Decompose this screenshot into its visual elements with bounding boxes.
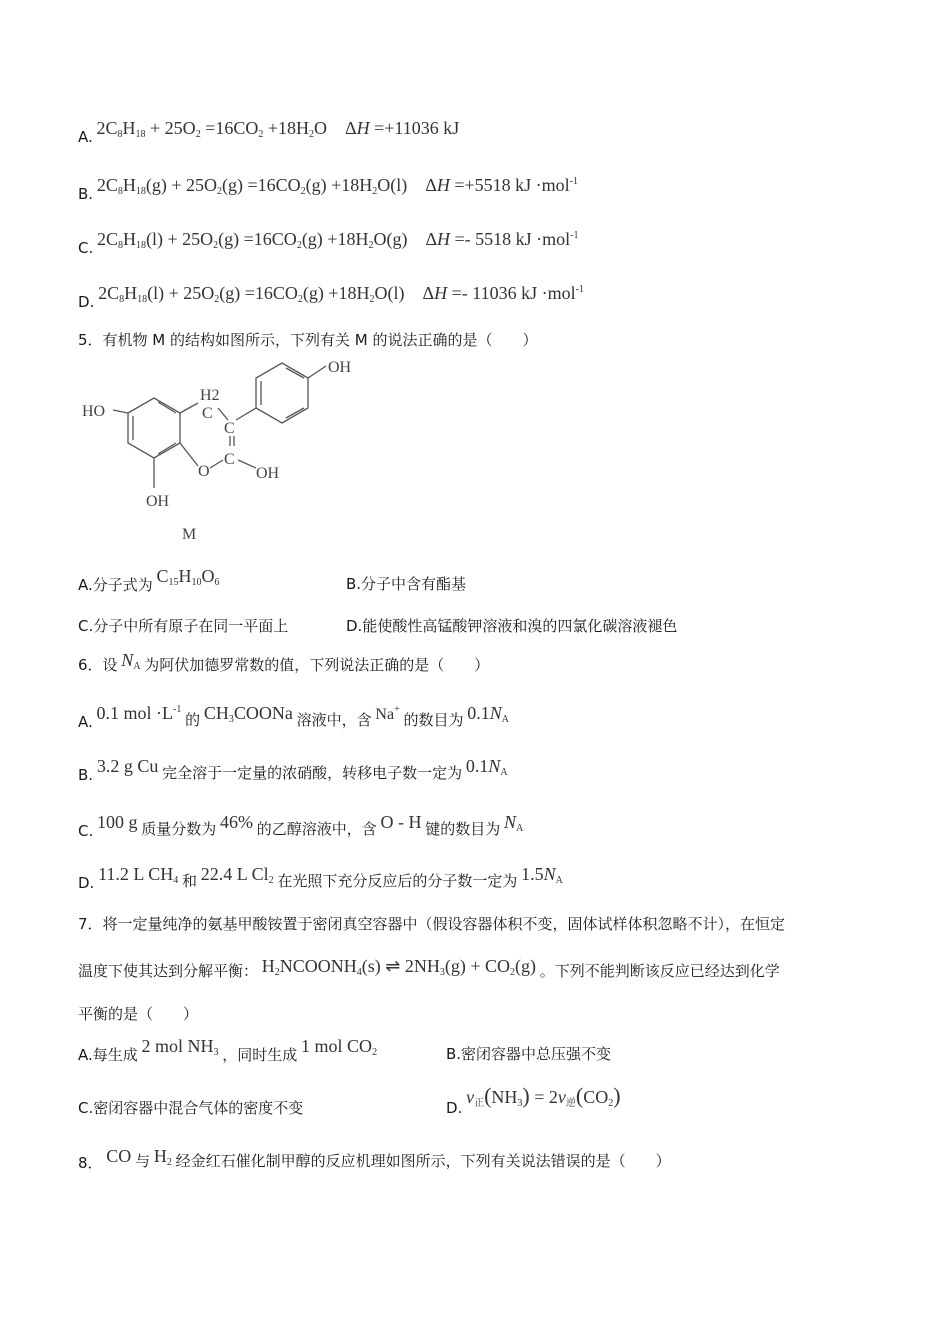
formula-ammonia: 2 mol $NH_3$ <box>141 1036 219 1058</box>
option-label: C. <box>78 239 94 257</box>
benzene-ring-right <box>256 363 308 423</box>
stem-text: 与 <box>135 1152 151 1170</box>
q5-option-a <box>78 566 220 593</box>
option-text: 质量分数为 <box>141 820 217 838</box>
q6-option-b <box>78 756 508 783</box>
formula-sodium-ion: Na+ <box>375 704 400 723</box>
q7-option-b: B.密闭容器中总压强不变 <box>446 1045 612 1063</box>
q7-option-d <box>446 1083 621 1117</box>
q8-stem <box>78 1146 671 1173</box>
option-label: D. <box>78 293 95 311</box>
option-text: 和 <box>182 872 198 890</box>
q7-option-c: C.密闭容器中混合气体的密度不变 <box>78 1099 304 1117</box>
formula-co2: 1 mol $CO_2$ <box>301 1036 378 1058</box>
benzene-ring-left <box>128 398 180 458</box>
thermo-equation: $2C_8H_{18}(g) + 25O_2(g) =16CO_2(g) +18H_2O(l)$ ΔH =+5518 kJ ·mol$^{-1}$ <box>96 175 578 197</box>
option-label: D. <box>78 874 95 892</box>
option-text: 的 <box>185 711 201 729</box>
decomposition-reaction: $H_2NCOONH_4(s)$ ⇌ $2NH_3(g) + CO_2(g)$ <box>261 956 537 978</box>
formula-sodium-acetate: $CH_3COONa$ <box>203 703 293 725</box>
q6-option-c <box>78 812 523 839</box>
q5-option-c: C.分子中所有原子在同一平面上 <box>78 617 289 635</box>
formula-count: $0.1N_A$ <box>465 756 508 778</box>
formula-bond: O - H <box>380 812 422 832</box>
q4-option-c <box>78 226 579 256</box>
option-text: 键的数目为 <box>425 820 501 838</box>
q5-option-b: B.分子中含有酯基 <box>346 575 467 593</box>
option-label: A. <box>78 128 93 146</box>
formula-co: CO <box>106 1146 132 1166</box>
molecular-formula: $C_{15}H_{10}O_6$ <box>156 566 220 588</box>
option-text: 溶液中，含 <box>296 711 372 729</box>
option-text: 完全溶于一定量的浓硝酸，转移电子数一定为 <box>162 764 463 782</box>
formula-h2: $H_2$ <box>153 1146 172 1168</box>
q7-stem-line2 <box>78 956 780 983</box>
thermo-equation: $2C_8H_{18} + 25O_2 =16CO_2 +18H_2O$ ΔH =+11036 kJ <box>96 118 460 140</box>
formula-count: $N_A$ <box>504 812 524 834</box>
c3-label: C <box>224 451 235 468</box>
formula-count: $1.5N_A$ <box>521 864 563 886</box>
formula-copper-mass: 3.2 g Cu <box>96 756 159 776</box>
q5-stem: 5．有机物 M 的结构如图所示，下列有关 M 的说法正确的是（ ） <box>78 331 538 349</box>
option-text: A.每生成 <box>78 1046 138 1064</box>
option-label: B. <box>78 766 94 784</box>
formula-methane: 11.2 L $CH_4$ <box>98 864 179 886</box>
option-label: A. <box>78 713 93 731</box>
option-text: 的数目为 <box>403 711 464 729</box>
oh-top-label: OH <box>328 359 352 376</box>
oh-right-label: OH <box>256 465 280 482</box>
q4-option-b <box>78 172 578 202</box>
o-ring-label: O <box>198 463 210 480</box>
option-label: B. <box>78 185 94 203</box>
stem-text: 。下列不能判断该反应已经达到化学 <box>539 962 780 980</box>
molecule-label: M <box>182 526 197 543</box>
c1-label: C <box>202 405 213 422</box>
thermo-equation: $2C_8H_{18}(l) + 25O_2(g) =16CO_2(g) +18H_2O(g)$ ΔH =- 5518 kJ ·mol$^{-1}$ <box>97 229 579 251</box>
option-label: C. <box>78 822 94 840</box>
oh-bottom-label: OH <box>146 493 170 510</box>
formula-mass: 100 g <box>97 812 138 832</box>
stem-text: 为阿伏加德罗常数的值，下列说法正确的是（ ） <box>144 656 490 674</box>
stem-prefix: 6．设 <box>78 656 118 674</box>
formula-concentration: 0.1 mol $\cdot L^{-1}$ <box>96 703 182 723</box>
formula-percent: 46% <box>220 812 254 832</box>
option-a-text: A.分子式为 <box>78 576 153 594</box>
stem-text: 经金红石催化制甲醇的反应机理如图所示，下列有关说法错误的是（ ） <box>175 1152 671 1170</box>
q4-option-d <box>78 280 584 310</box>
option-text: ，同时生成 <box>222 1046 298 1064</box>
q7-option-a <box>78 1036 377 1063</box>
rate-equation: $v_正(NH_3) = 2v_逆(CO_2)$ <box>466 1083 621 1109</box>
q6-option-a <box>78 700 509 730</box>
c2-label: C <box>224 420 235 437</box>
stem-text: 温度下使其达到分解平衡： <box>78 962 259 980</box>
q6-stem <box>78 650 489 677</box>
formula-chlorine: 22.4 L $Cl_2$ <box>200 864 274 886</box>
q5-option-d: D.能使酸性高锰酸钾溶液和溴的四氯化碳溶液褪色 <box>346 617 678 635</box>
option-label: D. <box>446 1099 463 1117</box>
option-text: 在光照下充分反应后的分子数一定为 <box>277 872 518 890</box>
ho-left-label: HO <box>82 403 106 420</box>
stem-prefix: 8． <box>78 1154 103 1172</box>
h2-label: H2 <box>200 387 220 404</box>
q7-stem-line1: 7．将一定量纯净的氨基甲酸铵置于密闭真空容器中（假设容器体积不变，固体试样体积忽略不计），在恒定 <box>78 915 786 933</box>
formula-count: $0.1N_A$ <box>467 703 509 725</box>
q7-stem-line3: 平衡的是（ ） <box>78 1005 199 1023</box>
q6-option-d <box>78 864 563 891</box>
avogadro-symbol: $N_A$ <box>121 650 141 672</box>
thermo-equation: $2C_8H_{18}(l) + 25O_2(g) =16CO_2(g) +18H_2O(l)$ ΔH =- 11036 kJ ·mol$^{-1}$ <box>98 283 584 305</box>
q4-option-a <box>78 118 459 145</box>
option-text: 的乙醇溶液中，含 <box>256 820 377 838</box>
molecule-m-structure <box>78 358 378 523</box>
